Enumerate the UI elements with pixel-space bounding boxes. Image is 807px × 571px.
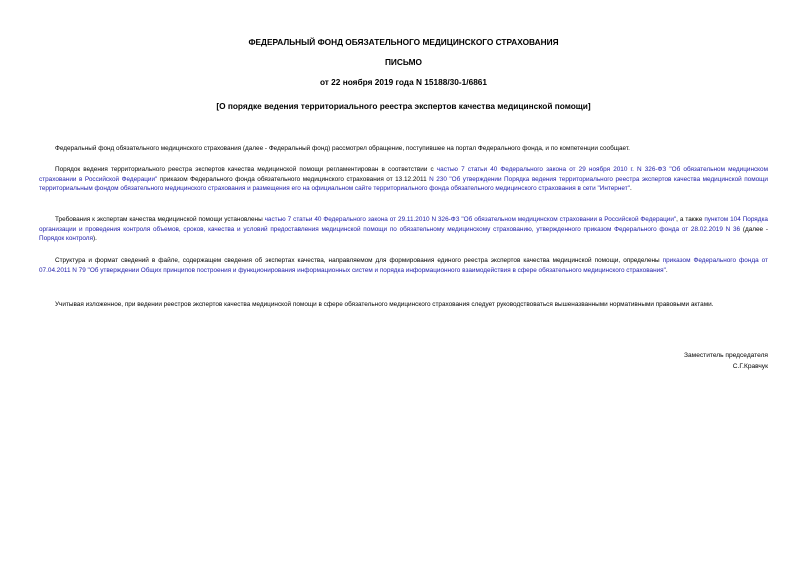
document-date-number: от 22 ноября 2019 года N 15188/30-1/6861 — [319, 77, 488, 87]
document-type: ПИСЬМО — [384, 57, 423, 67]
paragraph-4 — [39, 256, 768, 275]
link-control-procedure[interactable]: Порядок контроля — [39, 235, 93, 243]
document-subject: [О порядке ведения территориального реестра экспертов качества медицинской помощи] — [216, 101, 591, 111]
link-order-79[interactable]: приказом Федерального фонда от 07.04.2011 N 79 "Об утверждении Общих принципов построения и функционирования информационных систем и порядка информационного взаимодействия в сфере обязательного медицинского страхования" — [39, 257, 768, 274]
organization-title: ФЕДЕРАЛЬНЫЙ ФОНД ОБЯЗАТЕЛЬНОГО МЕДИЦИНСКОГО СТРАХОВАНИЯ — [248, 37, 559, 47]
paragraph-4-text-2: . — [665, 266, 668, 274]
paragraph-3-text-4: ). — [92, 235, 97, 243]
paragraph-2-text-2: приказом Федерального фонда обязательного медицинского страхования от 13.12.2011 — [157, 175, 430, 183]
paragraph-3-text-1: Требования к экспертам качества медицинской помощи установлены — [55, 216, 265, 223]
paragraph-3 — [39, 215, 768, 244]
signature-position: Заместитель председателя — [684, 352, 768, 359]
paragraph-2 — [39, 165, 768, 194]
paragraph-4-text-1: Структура и формат сведений в файле, содержащем сведения об экспертах качества, направляемом для формирования единого реестра экспертов качества медицинской помощи, определены — [55, 257, 663, 264]
paragraph-3-text-3: (далее - — [740, 225, 768, 233]
link-item-104-order-36[interactable]: пунктом 104 Порядка организации и проведения контроля объемов, сроков, качества и условий предоставления медицинской помощи по обязательному медицинскому страхованию, утвержденного приказом Федерального фонда от 28.02.2019 N 36 — [39, 216, 768, 233]
link-order-230[interactable]: N 230 "Об утверждении Порядка ведения территориального реестра экспертов качества медицинской помощи территориальным фондом обязательного медицинского страхования и размещения его на официальном сайте территориального фонда обязательного медицинского страхования в сети "Интернет" — [39, 175, 768, 193]
paragraph-5: Учитывая изложенное, при ведении реестров экспертов качества медицинской помощи в сфере обязательного медицинского страхования следует руководствоваться вышеназванными нормативными правовыми актами. — [55, 301, 714, 308]
paragraph-2-text-1: Порядок ведения территориального реестра экспертов качества медицинской помощи регламентирован в соответствии с — [55, 166, 437, 173]
signature-name: С.Г.Кравчук — [732, 363, 768, 370]
link-federal-law-326-part7[interactable]: частью 7 статьи 40 Федерального закона от 29 ноября 2010 г. N 326-ФЗ "Об обязательном медицинском страховании в Российской Федерации" — [39, 166, 768, 183]
paragraph-3-text-2: , а также — [676, 216, 705, 223]
paragraph-2-text-3: . — [629, 185, 632, 193]
link-federal-law-326-article40[interactable]: частью 7 статьи 40 Федерального закона от 29.11.2010 N 326-ФЗ "Об обязательном медицинском страховании в Российской Федерации" — [264, 216, 677, 223]
paragraph-1: Федеральный фонд обязательного медицинского страхования (далее - Федеральный фонд) рассмотрел обращение, поступившее на портал Федерального фонда, и по компетенции сообщает. — [55, 145, 630, 152]
